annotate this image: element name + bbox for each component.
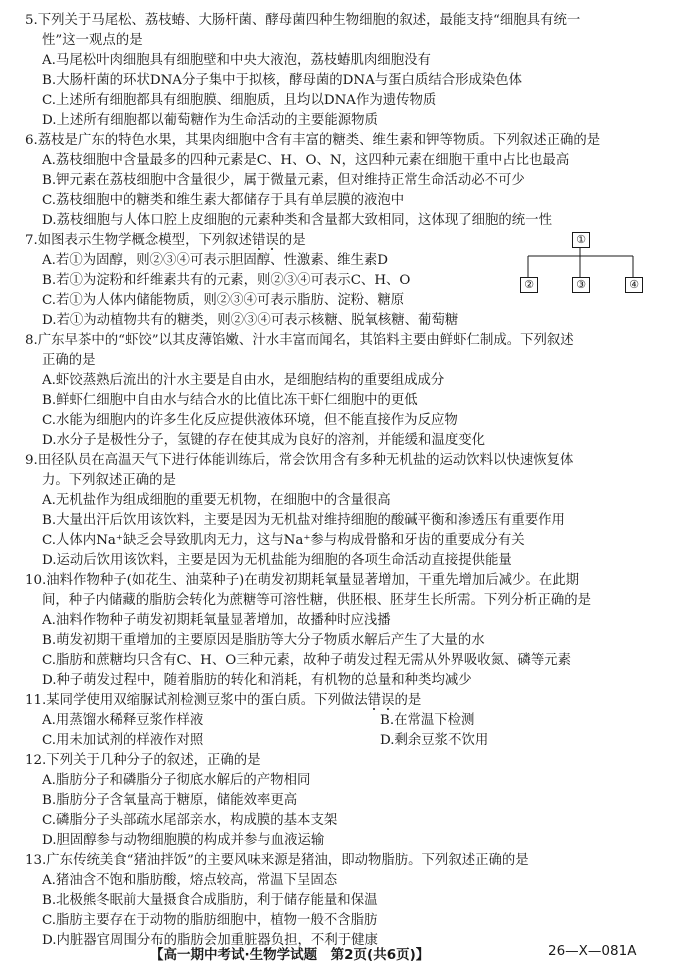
q11-option-b: B.在常温下检测 — [380, 713, 475, 728]
q6-option-c: C.荔枝细胞中的糖类和维生素大都储存于具有单层膜的液泡中 — [42, 193, 405, 208]
q5-option-c: C.上述所有细胞都具有细胞膜、细胞质，且均以DNA作为遗传物质 — [42, 93, 437, 108]
q8-option-d: D.水分子是极性分子，氢键的存在使其成为良好的溶剂，并能缓和温度变化 — [42, 433, 486, 448]
q12-option-c: C.磷脂分子头部疏水尾部亲水，构成膜的基本支架 — [42, 813, 338, 828]
q12-option-b: B.脂肪分子含氧量高于糖原，储能效率更高 — [42, 793, 298, 808]
q11-option-c: C.用未加试剂的样液作对照 — [42, 733, 204, 748]
q10-option-b: B.萌发初期干重增加的主要原因是脂肪等大分子物质水解后产生了大量的水 — [42, 633, 485, 648]
q8-option-c: C.水能为细胞内的许多生化反应提供液体环境，但不能直接作为反应物 — [42, 413, 458, 428]
q7-option-b: B.若①为淀粉和纤维素共有的元素，则②③④可表示C、H、O — [42, 273, 411, 288]
q12-stem: 12.下列关于几种分子的叙述，正确的是 — [25, 753, 261, 768]
q6-stem: 6.荔枝是广东的特色水果，其果肉细胞中含有丰富的糖类、维生素和钾等物质。下列叙述正确的是 — [25, 133, 601, 148]
q6-option-b: B.钾元素在荔枝细胞中含量很少，属于微量元素，但对维持正常生命活动必不可少 — [42, 173, 525, 188]
q11-option-a: A.用蒸馏水稀释豆浆作样液 — [42, 713, 204, 728]
q13-option-c: C.脂肪主要存在于动物的脂肪细胞中，植物一般不含脂肪 — [42, 913, 378, 928]
diagram-connector-lines — [520, 232, 670, 292]
emphasis-dot-char: 误 — [381, 693, 395, 708]
q12-option-a: A.脂肪分子和磷脂分子彻底水解后的产物相同 — [42, 773, 311, 788]
q5-option-b: B.大肠杆菌的环状DNA分子集中于拟核，酵母菌的DNA与蛋白质结合形成染色体 — [42, 73, 523, 88]
emphasis-dot-char: 误 — [265, 233, 279, 248]
q9-stem-line-1: 9.田径队员在高温天气下进行体能训练后，常会饮用含有多种无机盐的运动饮料以快速恢复体 — [25, 453, 574, 468]
q10-option-c: C.脂肪和蔗糖均只含有C、H、O三种元素，故种子萌发过程无需从外界吸收氮、磷等元素 — [42, 653, 571, 668]
q5-stem-line-2: 性”这一观点的是 — [42, 33, 143, 48]
q6-option-a: A.荔枝细胞中含量最多的四种元素是C、H、O、N，这四种元素在细胞干重中占比也最高 — [42, 153, 570, 168]
q10-option-d: D.种子萌发过程中，随着脂肪的转化和消耗，有机物的总量和种类均减少 — [42, 673, 472, 688]
emphasis-dot-char: 错 — [367, 693, 382, 708]
q5-option-d: D.上述所有细胞都以葡萄糖作为生命活动的主要能源物质 — [42, 113, 378, 128]
q8-stem-line-1: 8.广东早茶中的“虾饺”以其皮薄馅嫩、汁水丰富而闻名，其馅料主要由鲜虾仁制成。下列叙述 — [25, 333, 574, 348]
q10-option-a: A.油料作物种子萌发初期耗氧量显著增加，故播种时应浅播 — [42, 613, 391, 628]
emphasis-dot-char: 错 — [252, 233, 266, 248]
q9-option-a: A.无机盐作为组成细胞的重要无机物，在细胞中的含量很高 — [42, 493, 391, 508]
diagram-node-4: ④ — [625, 277, 643, 293]
concept-model-diagram — [520, 232, 670, 292]
q9-option-b: B.大量出汗后饮用该饮料，主要是因为无机盐对维持细胞的酸碱平衡和渗透压有重要作用 — [42, 513, 565, 528]
footer-code: 26—X—081A — [548, 943, 637, 959]
q7-option-a: A.若①为固醇，则②③④可表示胆固醇、性激素、维生素D — [42, 253, 389, 268]
diagram-node-2: ② — [520, 277, 538, 293]
q13-option-a: A.猪油含不饱和脂肪酸，熔点较高，常温下呈固态 — [42, 873, 338, 888]
q11-option-d: D.剩余豆浆不饮用 — [380, 733, 489, 748]
q8-option-b: B.鲜虾仁细胞中自由水与结合水的比值比冻干虾仁细胞中的更低 — [42, 393, 418, 408]
page-footer — [0, 943, 678, 965]
q10-stem-line-1: 10.油料作物种子(如花生、油菜种子)在萌发初期耗氧量显著增加，干重先增加后减少。在此期 — [25, 573, 579, 588]
q12-option-d: D.胆固醇参与动物细胞膜的构成并参与血液运输 — [42, 833, 325, 848]
q5-stem-line-1: 5.下列关于马尾松、荔枝蝽、大肠杆菌、酵母菌四种生物细胞的叙述，最能支持“细胞具有统一 — [25, 13, 581, 28]
q13-stem: 13.广东传统美食“猪油拌饭”的主要风味来源是猪油，即动物脂肪。下列叙述正确的是 — [25, 853, 529, 868]
q11-stem: 11.某同学使用双缩脲试剂检测豆浆中的蛋白质。下列做法错误的是 — [25, 693, 422, 708]
q7-stem: 7.如图表示生物学概念模型，下列叙述错误的是 — [25, 233, 306, 248]
q10-stem-line-2: 间，种子内储藏的脂肪会转化为蔗糖等可溶性糖，供胚根、胚芽生长所需。下列分析正确的是 — [42, 593, 592, 608]
q13-option-d: D.内脏器官周围分布的脂肪会加重脏器负担，不利于健康 — [42, 933, 378, 948]
q8-stem-line-2: 正确的是 — [42, 353, 96, 368]
q9-option-c: C.人体内Na⁺缺乏会导致肌肉无力，这与Na⁺参与构成骨骼和牙齿的重要成分有关 — [42, 533, 525, 548]
q13-option-b: B.北极熊冬眠前大量摄食合成脂肪，利于储存能量和保温 — [42, 893, 378, 908]
q7-option-c: C.若①为人体内储能物质，则②③④可表示脂肪、淀粉、糖原 — [42, 293, 405, 308]
q9-stem-line-2: 力。下列叙述正确的是 — [42, 473, 176, 488]
q9-option-d: D.运动后饮用该饮料，主要是因为无机盐能为细胞的各项生命活动直接提供能量 — [42, 553, 512, 568]
q5-option-a: A.马尾松叶肉细胞具有细胞壁和中央大液泡，荔枝蝽肌肉细胞没有 — [42, 53, 431, 68]
diagram-node-3: ③ — [572, 277, 590, 293]
diagram-node-1: ① — [572, 232, 590, 248]
footer-title: 【高一期中考试·生物学试题 第2页(共6页)】 — [150, 947, 430, 963]
q11-emphasis — [368, 693, 395, 708]
q8-option-a: A.虾饺蒸熟后流出的汁水主要是自由水，是细胞结构的重要组成成分 — [42, 373, 445, 388]
q6-option-d: D.荔枝细胞与人体口腔上皮细胞的元素种类和含量都大致相同，这体现了细胞的统一性 — [42, 213, 552, 228]
q7-option-d: D.若①为动植物共有的糖类，则②③④可表示核糖、脱氧核糖、葡萄糖 — [42, 313, 459, 328]
